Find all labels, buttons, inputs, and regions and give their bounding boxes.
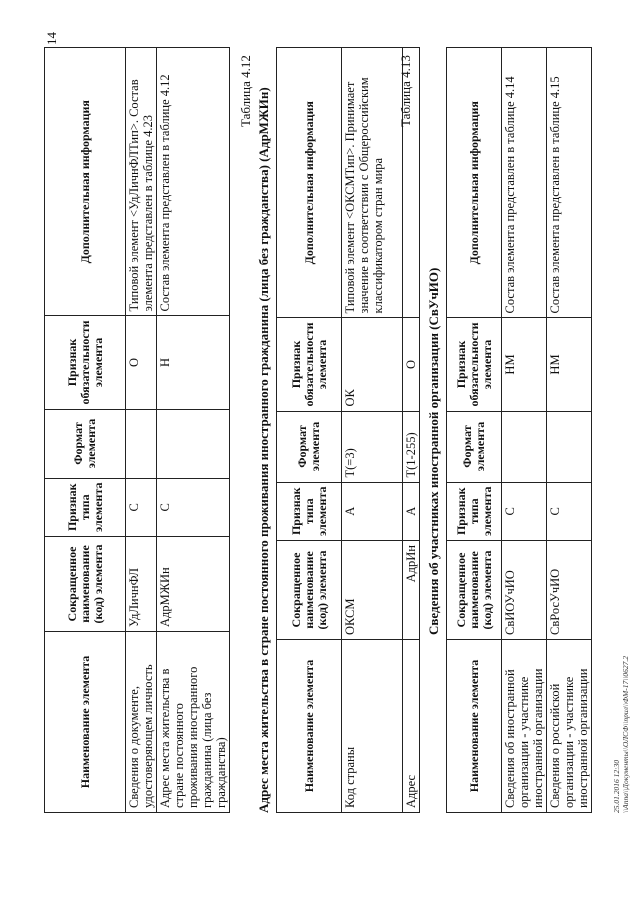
header-cell: Сокращенное наименование (код) элемента: [45, 537, 126, 632]
cell-code: АдрИн: [403, 541, 420, 640]
table-row: [126, 48, 157, 813]
header-cell: Признак обязательности элемента: [45, 316, 126, 409]
signature-line: 25.01.2016 12:30: [612, 759, 621, 813]
header-cell: Формат элемента: [45, 409, 126, 478]
cell-required: Н: [157, 316, 230, 409]
table-row: [547, 48, 592, 813]
signature-line: \\Anna\\Документы\\ОЛСФ\\прил\\ФМ-17\\0627.2: [621, 655, 630, 813]
cell-info: Типовой элемент <ОКСМТип>. Принимает значение в соответствии с Общероссийским классификатором стран мира: [342, 48, 403, 318]
table-header-row: [277, 48, 342, 813]
header-cell: Признак типа элемента: [447, 482, 502, 540]
cell-format: [502, 411, 547, 482]
cell-type: А: [342, 482, 403, 540]
header-cell: Дополнительная информация: [45, 48, 126, 316]
file-signature: [612, 656, 630, 813]
header-cell: Сокращенное наименование (код) элемента: [447, 541, 502, 640]
header-cell: Дополнительная информация: [277, 48, 342, 318]
table-row: [157, 48, 230, 813]
table-row: [502, 48, 547, 813]
cell-type: С: [157, 478, 230, 536]
cell-info: Состав элемента представлен в таблице 4.15: [547, 48, 592, 318]
table-row: [342, 48, 403, 813]
table-row: [403, 48, 420, 813]
table-title: Адрес места жительства в стране постоянного проживания иностранного гражданина (лица без гражданства) (АдрМЖИн): [256, 87, 271, 813]
header-cell: Признак обязательности элемента: [447, 318, 502, 411]
header-cell: Признак типа элемента: [277, 482, 342, 540]
cell-required: О: [403, 318, 420, 411]
cell-code: УдЛичнФЛ: [126, 537, 157, 632]
cell-format: T(1-255): [403, 411, 420, 482]
cell-required: О: [126, 316, 157, 409]
header-cell: Формат элемента: [447, 411, 502, 482]
header-cell: Наименование элемента: [45, 632, 126, 813]
cell-format: [547, 411, 592, 482]
header-cell: Наименование элемента: [447, 640, 502, 813]
cell-info: Типовой элемент <УдЛичнФЛТип>. Состав элемента представлен в таблице 4.23: [126, 48, 157, 316]
table-header-row: [45, 48, 126, 813]
header-cell: Наименование элемента: [277, 640, 342, 813]
cell-name: Код страны: [342, 640, 403, 813]
header-cell: Дополнительная информация: [447, 48, 502, 318]
page-number: 14: [44, 32, 59, 45]
cell-info: Состав элемента представлен в таблице 4.14: [502, 48, 547, 318]
header-cell: Сокращенное наименование (код) элемента: [277, 541, 342, 640]
header-cell: Признак обязательности элемента: [277, 318, 342, 411]
table-4-12: [276, 47, 420, 813]
table-title: Сведения об участниках иностранной организации (СвУчИО): [426, 267, 441, 635]
cell-format: T(=3): [342, 411, 403, 482]
cell-type: А: [403, 482, 420, 540]
table-label: Таблица 4.13: [398, 55, 413, 127]
table-continuation: [44, 47, 230, 813]
table-4-13: [446, 47, 592, 813]
cell-format: [126, 409, 157, 478]
cell-format: [157, 409, 230, 478]
cell-code: СвИОУчИО: [502, 541, 547, 640]
cell-name: Сведения об иностранной организации - участнике иностранной организации: [502, 640, 547, 813]
header-cell: Формат элемента: [277, 411, 342, 482]
cell-name: Сведения о российской организации - участнике иностранной организации: [547, 640, 592, 813]
cell-required: ОК: [342, 318, 403, 411]
header-cell: Признак типа элемента: [45, 478, 126, 536]
cell-code: ОКСМ: [342, 541, 403, 640]
cell-name: Адрес места жительства в стране постоянного проживания иностранного гражданина (лица без гражданства): [157, 632, 230, 813]
cell-code: АдрМЖИн: [157, 537, 230, 632]
cell-type: С: [126, 478, 157, 536]
cell-required: НМ: [502, 318, 547, 411]
table-label: Таблица 4.12: [238, 55, 253, 127]
cell-name: Адрес: [403, 640, 420, 813]
cell-required: НМ: [547, 318, 592, 411]
table-header-row: [447, 48, 502, 813]
cell-type: С: [547, 482, 592, 540]
cell-type: С: [502, 482, 547, 540]
cell-code: СвРосУчИО: [547, 541, 592, 640]
cell-info: Состав элемента представлен в таблице 4.12: [157, 48, 230, 316]
cell-name: Сведения о документе, удостоверяющем личность: [126, 632, 157, 813]
